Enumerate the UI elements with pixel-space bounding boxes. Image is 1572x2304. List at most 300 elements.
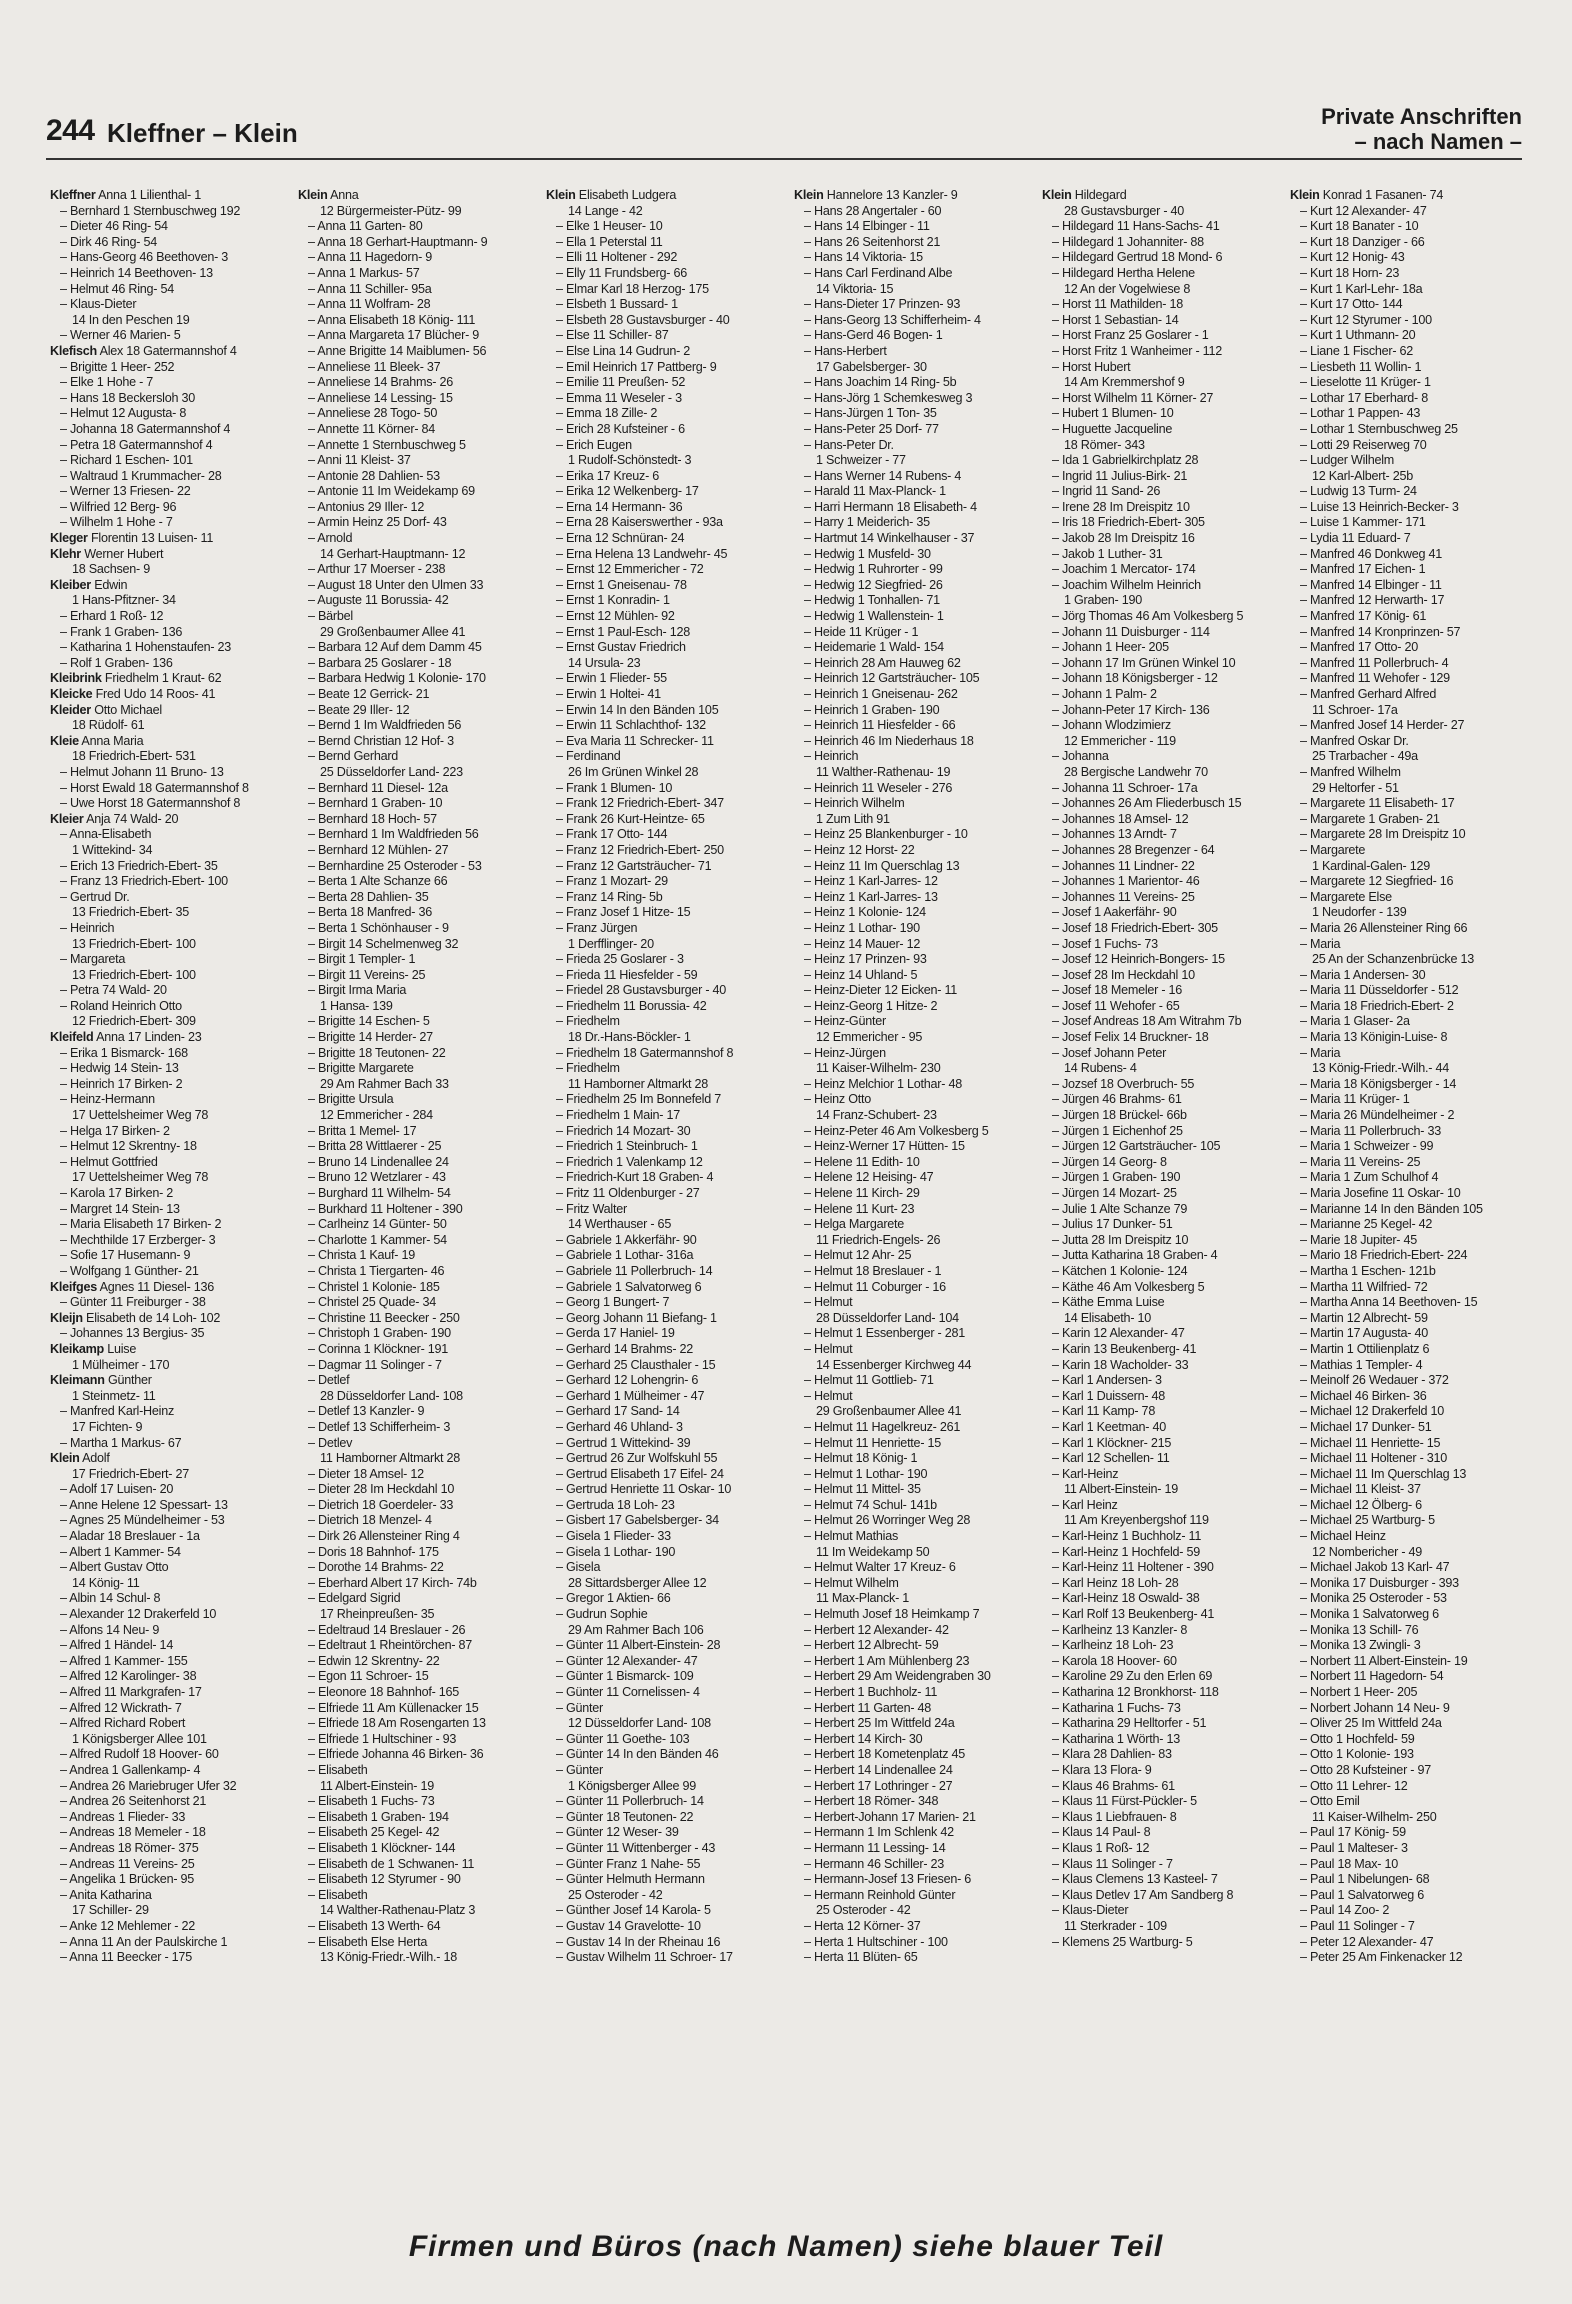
entry-text: – Karl 12 Schellen- 11 bbox=[1052, 1451, 1170, 1466]
listing-entry bbox=[1042, 1903, 1286, 1919]
entry-text: 11 Max-Planck- 1 bbox=[816, 1591, 910, 1606]
entry-text: – Kätchen 1 Kolonie- 124 bbox=[1052, 1263, 1188, 1278]
entry-text: – Ingrid 11 Julius-Birk- 21 bbox=[1052, 468, 1188, 483]
listing-entry bbox=[546, 1903, 790, 1919]
entry-text: – Alexander 12 Drakerfeld 10 bbox=[60, 1607, 217, 1622]
listing-entry bbox=[298, 344, 542, 360]
entry-text: Otto Michael bbox=[94, 702, 162, 717]
listing-entry bbox=[1290, 1046, 1534, 1062]
listing-entry bbox=[1290, 1233, 1534, 1249]
listing-entry bbox=[298, 1872, 542, 1888]
entry-text: – Johannes 11 Vereins- 25 bbox=[1052, 889, 1195, 904]
listing-entry bbox=[1042, 937, 1286, 953]
entry-text: – Andreas 1 Flieder- 33 bbox=[60, 1809, 186, 1824]
surname-keyword: Kleifges bbox=[50, 1279, 97, 1294]
listing-entry bbox=[1042, 515, 1286, 531]
listing-entry bbox=[298, 360, 542, 376]
listing-entry bbox=[546, 328, 790, 344]
listing-entry bbox=[794, 1342, 1038, 1358]
listing-entry bbox=[1290, 313, 1534, 329]
entry-text: – Jakob 28 Im Dreispitz 16 bbox=[1052, 531, 1195, 546]
listing-entry bbox=[1042, 1373, 1286, 1389]
listing-entry bbox=[794, 843, 1038, 859]
listing-entry bbox=[794, 656, 1038, 672]
listing-entry bbox=[1042, 578, 1286, 594]
entry-text: – Jakob 1 Luther- 31 bbox=[1052, 546, 1163, 561]
listing-entry bbox=[546, 422, 790, 438]
entry-text: – Hans-Herbert bbox=[804, 343, 887, 358]
entry-text: – Karl 1 Duissern- 48 bbox=[1052, 1388, 1166, 1403]
entry-text: – Frank 26 Kurt-Heintze- 65 bbox=[556, 811, 705, 826]
entry-text: – Michael 11 Holtener - 310 bbox=[1300, 1451, 1448, 1466]
entry-text: – Uwe Horst 18 Gatermannshof 8 bbox=[60, 796, 241, 811]
listing-entry bbox=[298, 827, 542, 843]
entry-text: – Alfred 1 Kammer- 155 bbox=[60, 1653, 188, 1668]
entry-text: – Helmut 12 Augusta- 8 bbox=[60, 406, 187, 421]
listing-entry bbox=[1290, 1685, 1534, 1701]
listing-entry bbox=[794, 219, 1038, 235]
listing-entry bbox=[50, 1217, 294, 1233]
entry-text: – Gerhard 25 Clausthaler - 15 bbox=[556, 1357, 716, 1372]
listing-entry bbox=[546, 1747, 790, 1763]
listing-entry bbox=[794, 718, 1038, 734]
listing-entry bbox=[1290, 921, 1534, 937]
listing-entry bbox=[1290, 515, 1534, 531]
entry-text: – Heinrich Wilhelm bbox=[804, 796, 905, 811]
entry-text: – Heinz-Werner 17 Hütten- 15 bbox=[804, 1139, 965, 1154]
entry-text: – Franz 1 Mozart- 29 bbox=[556, 874, 668, 889]
entry-text: – Karl-Heinz 18 Oswald- 38 bbox=[1052, 1591, 1200, 1606]
entry-text: – Helmut 1 Lothar- 190 bbox=[804, 1466, 928, 1481]
listing-entry bbox=[1290, 453, 1534, 469]
listing-entry bbox=[50, 718, 294, 734]
entry-text: 18 Sachsen- 9 bbox=[72, 562, 150, 577]
entry-text: – Karlheinz 13 Kanzler- 8 bbox=[1052, 1622, 1188, 1637]
entry-text: – Gustav Wilhelm 11 Schroer- 17 bbox=[556, 1950, 733, 1965]
listing-entry bbox=[546, 453, 790, 469]
entry-text: – Helene 12 Heising- 47 bbox=[804, 1170, 934, 1185]
listing-entry bbox=[50, 1576, 294, 1592]
listing-entry bbox=[298, 1794, 542, 1810]
entry-text: 12 Emmericher - 95 bbox=[816, 1030, 923, 1045]
listing-entry bbox=[50, 266, 294, 282]
listing-entry bbox=[1290, 796, 1534, 812]
listing-entry bbox=[546, 593, 790, 609]
listing-entry bbox=[794, 1779, 1038, 1795]
listing-entry bbox=[298, 874, 542, 890]
entry-text: – Anna Elisabeth 18 König- 111 bbox=[308, 312, 476, 327]
entry-text: – Mario 18 Friedrich-Ebert- 224 bbox=[1300, 1248, 1468, 1263]
listing-entry bbox=[1290, 593, 1534, 609]
entry-text: – Dieter 46 Ring- 54 bbox=[60, 219, 168, 234]
entry-text: – Karl Heinz bbox=[1052, 1497, 1118, 1512]
listing-entry bbox=[1042, 1545, 1286, 1561]
entry-text: – Günter 11 Freiburger - 38 bbox=[60, 1295, 206, 1310]
listing-entry bbox=[298, 1342, 542, 1358]
entry-text: – Alfred 12 Wickrath- 7 bbox=[60, 1700, 182, 1715]
entry-text: – Josef Felix 14 Bruckner- 18 bbox=[1052, 1030, 1209, 1045]
listing-entry bbox=[794, 1248, 1038, 1264]
entry-text: – Manfred 11 Wehofer - 129 bbox=[1300, 671, 1450, 686]
entry-text: – Helmut 12 Skrentny- 18 bbox=[60, 1139, 197, 1154]
entry-text: Hildegard bbox=[1074, 188, 1127, 202]
listing-entry bbox=[1290, 1170, 1534, 1186]
listing-entry bbox=[546, 219, 790, 235]
entry-text: – Heinrich 1 Graben- 190 bbox=[804, 702, 940, 717]
entry-text: – Karola 17 Birken- 2 bbox=[60, 1186, 174, 1200]
entry-text: – Gertrud 26 Zur Wolfskuhl 55 bbox=[556, 1451, 718, 1466]
entry-text: 1 Hans-Pfitzner- 34 bbox=[72, 593, 176, 608]
entry-text: 13 König-Friedr.-Wilh.- 44 bbox=[1312, 1061, 1449, 1076]
entry-text: – Michael 11 Im Querschlag 13 bbox=[1300, 1466, 1467, 1481]
entry-text: – Hans-Jörg 1 Schemkesweg 3 bbox=[804, 390, 973, 405]
entry-text: – Franz Jürgen bbox=[556, 920, 638, 935]
listing-entry bbox=[794, 547, 1038, 563]
listing-entry bbox=[794, 765, 1038, 781]
listing-entry bbox=[794, 1264, 1038, 1280]
listing-entry bbox=[1042, 1591, 1286, 1607]
entry-text: – Huguette Jacqueline bbox=[1052, 421, 1173, 436]
entry-text: – Herbert 25 Im Wittfeld 24a bbox=[804, 1716, 955, 1731]
listing-entry bbox=[50, 1638, 294, 1654]
listing-entry bbox=[298, 1280, 542, 1296]
listing-entry bbox=[298, 1186, 542, 1202]
entry-text: – Klaus 14 Paul- 8 bbox=[1052, 1825, 1151, 1840]
listing-entry bbox=[546, 1950, 790, 1966]
listing-entry bbox=[1042, 812, 1286, 828]
entry-text: – Martin 17 Augusta- 40 bbox=[1300, 1326, 1428, 1341]
listing-entry bbox=[546, 781, 790, 797]
entry-text: – Dieter 18 Amsel- 12 bbox=[308, 1466, 424, 1481]
listing-entry bbox=[546, 999, 790, 1015]
entry-text: – Barbara Hedwig 1 Kolonie- 170 bbox=[308, 671, 486, 686]
listing-entry bbox=[546, 1217, 790, 1233]
entry-text: – Günter bbox=[556, 1762, 604, 1777]
listing-entry bbox=[50, 1747, 294, 1763]
entry-text: Adolf bbox=[82, 1451, 110, 1466]
listing-entry bbox=[1042, 1919, 1286, 1935]
entry-text: 17 Fichten- 9 bbox=[72, 1419, 143, 1434]
entry-text: – Erich 13 Friedrich-Ebert- 35 bbox=[60, 858, 218, 873]
entry-text: – Hans-Gerd 46 Bogen- 1 bbox=[804, 328, 943, 343]
entry-text: – Gertruda 18 Loh- 23 bbox=[556, 1497, 675, 1512]
entry-text: – Elisabeth Else Herta bbox=[308, 1934, 428, 1949]
entry-text: – Edeltraud 14 Breslauer - 26 bbox=[308, 1622, 466, 1637]
entry-text: 12 An der Vogelwiese 8 bbox=[1064, 281, 1191, 296]
listing-entry bbox=[50, 1014, 294, 1030]
entry-text: 1 Kardinal-Galen- 129 bbox=[1312, 858, 1430, 873]
entry-text: – Dietrich 18 Menzel- 4 bbox=[308, 1513, 432, 1528]
entry-text: 17 Friedrich-Ebert- 27 bbox=[72, 1466, 189, 1481]
listing-entry bbox=[1042, 297, 1286, 313]
entry-text: – Johann 18 Königsberger - 12 bbox=[1052, 671, 1218, 686]
entry-text: – Helmut 11 Gottlieb- 71 bbox=[804, 1373, 934, 1388]
entry-text: – Ernst 1 Konradin- 1 bbox=[556, 593, 670, 608]
entry-text: – Egon 11 Schroer- 15 bbox=[308, 1669, 429, 1684]
entry-text: – Käthe Emma Luise bbox=[1052, 1295, 1165, 1310]
listing-entry bbox=[50, 1077, 294, 1093]
entry-text: – Ernst Gustav Friedrich bbox=[556, 640, 686, 655]
entry-text: – Karl Heinz 18 Loh- 28 bbox=[1052, 1575, 1179, 1590]
listing-entry bbox=[298, 266, 542, 282]
listing-entry bbox=[546, 1077, 790, 1093]
entry-text: – Manfred Josef 14 Herder- 27 bbox=[1300, 718, 1465, 733]
entry-text: – Karin 12 Alexander- 47 bbox=[1052, 1326, 1185, 1341]
listing-entry bbox=[1042, 484, 1286, 500]
entry-text: – Julie 1 Alte Schanze 79 bbox=[1052, 1201, 1188, 1216]
entry-text: – Paul 1 Nibelungen- 68 bbox=[1300, 1872, 1430, 1887]
entry-text: – Maria 1 Andersen- 30 bbox=[1300, 967, 1426, 982]
entry-text: – Elisabeth 1 Graben- 194 bbox=[308, 1809, 449, 1824]
listing-entry bbox=[298, 578, 542, 594]
entry-text: Günther bbox=[107, 1373, 152, 1388]
entry-text: – Klaus-Dieter bbox=[1052, 1903, 1129, 1918]
entry-text: – Harry 1 Meiderich- 35 bbox=[804, 515, 930, 530]
listing-entry bbox=[546, 1139, 790, 1155]
listing-entry bbox=[1290, 500, 1534, 516]
entry-text: Konrad 1 Fasanen- 74 bbox=[1322, 188, 1444, 202]
listing-entry bbox=[298, 1202, 542, 1218]
entry-text: – Maria 11 Pollerbruch- 33 bbox=[1300, 1123, 1441, 1138]
listing-entry bbox=[794, 360, 1038, 376]
listing-entry bbox=[1042, 1498, 1286, 1514]
entry-text: – Elisabeth bbox=[308, 1887, 368, 1902]
entry-text: – Kurt 17 Otto- 144 bbox=[1300, 297, 1403, 312]
entry-text: 14 Lange - 42 bbox=[568, 203, 643, 218]
listing-entry bbox=[794, 1280, 1038, 1296]
listing-column-2 bbox=[298, 188, 542, 2203]
surname-keyword: Kleifeld bbox=[50, 1030, 94, 1045]
entry-text: – Frank 12 Friedrich-Ebert- 347 bbox=[556, 796, 724, 811]
listing-entry bbox=[50, 344, 294, 360]
entry-text: – Annette 1 Sternbuschweg 5 bbox=[308, 437, 466, 452]
listing-entry bbox=[1042, 1092, 1286, 1108]
listing-entry bbox=[50, 1701, 294, 1717]
entry-text: – Hans-Dieter 17 Prinzen- 93 bbox=[804, 297, 961, 312]
entry-text: – Hans-Georg 13 Schifferheim- 4 bbox=[804, 312, 981, 327]
entry-text: 28 Gustavsburger - 40 bbox=[1064, 203, 1185, 218]
listing-entry bbox=[1042, 1124, 1286, 1140]
listing-entry bbox=[1042, 1825, 1286, 1841]
entry-text: – Josef 18 Friedrich-Ebert- 305 bbox=[1052, 920, 1218, 935]
entry-text: – Karl-Heinz 1 Hochfeld- 59 bbox=[1052, 1544, 1200, 1559]
entry-text: – Manfred 17 König- 61 bbox=[1300, 609, 1427, 624]
entry-text: – Kurt 1 Uthmann- 20 bbox=[1300, 328, 1416, 343]
listing-entry bbox=[1042, 905, 1286, 921]
entry-text: – Helmut 46 Ring- 54 bbox=[60, 281, 175, 296]
entry-text: – Gabriele 1 Akkerfähr- 90 bbox=[556, 1232, 697, 1247]
listing-entry bbox=[546, 718, 790, 734]
listing-entry bbox=[794, 1014, 1038, 1030]
surname-keyword: Klein bbox=[1042, 188, 1072, 202]
entry-text: – Hans-Jürgen 1 Ton- 35 bbox=[804, 406, 937, 421]
listing-entry bbox=[1290, 1342, 1534, 1358]
listing-entry bbox=[794, 890, 1038, 906]
entry-text: – Gisela 1 Lothar- 190 bbox=[556, 1544, 676, 1559]
entry-text: 1 Steinmetz- 11 bbox=[72, 1388, 156, 1403]
entry-text: – Hedwig 1 Wallenstein- 1 bbox=[804, 609, 944, 624]
listing-entry bbox=[298, 500, 542, 516]
listing-entry bbox=[50, 609, 294, 625]
entry-text: – Katharina 29 Helltorfer - 51 bbox=[1052, 1716, 1207, 1731]
listing-entry bbox=[1042, 1030, 1286, 1046]
entry-text: – Dirk 46 Ring- 54 bbox=[60, 234, 157, 249]
entry-text: – Horst Hubert bbox=[1052, 359, 1131, 374]
listing-entry bbox=[1290, 1888, 1534, 1904]
entry-text: – Anna 11 Schiller- 95a bbox=[308, 281, 432, 296]
entry-text: – Helga 17 Birken- 2 bbox=[60, 1123, 170, 1138]
entry-text: – Lieselotte 11 Krüger- 1 bbox=[1300, 375, 1431, 390]
listing-entry bbox=[546, 687, 790, 703]
listing-entry bbox=[50, 235, 294, 251]
entry-text: – Bernhard 12 Mühlen- 27 bbox=[308, 842, 449, 857]
entry-text: – Britta 1 Memel- 17 bbox=[308, 1123, 417, 1138]
entry-text: – Helmut 18 Breslauer - 1 bbox=[804, 1263, 942, 1278]
entry-text: – Günter Helmuth Hermann bbox=[556, 1872, 705, 1887]
entry-text: – Heinz 25 Blankenburger - 10 bbox=[804, 827, 968, 842]
entry-text: – Eva Maria 11 Schrecker- 11 bbox=[556, 733, 714, 748]
listing-entry bbox=[546, 1108, 790, 1124]
entry-text: – Katharina 1 Fuchs- 73 bbox=[1052, 1700, 1181, 1715]
entry-text: – Kurt 18 Danziger - 66 bbox=[1300, 234, 1425, 249]
entry-text: – Elisabeth de 1 Schwanen- 11 bbox=[308, 1856, 475, 1871]
entry-text: 14 Ursula- 23 bbox=[568, 655, 641, 670]
listing-entry bbox=[1042, 266, 1286, 282]
listing-entry bbox=[1042, 671, 1286, 687]
listing-entry bbox=[50, 1046, 294, 1062]
entry-text: – Hans Carl Ferdinand Albe bbox=[804, 265, 953, 280]
listing-entry bbox=[50, 593, 294, 609]
entry-text: – Erich Eugen bbox=[556, 437, 632, 452]
listing-entry bbox=[546, 578, 790, 594]
listing-entry bbox=[1042, 422, 1286, 438]
entry-text: – Josef Johann Peter bbox=[1052, 1045, 1167, 1060]
listing-entry bbox=[1290, 1420, 1534, 1436]
entry-text: – Manfred 17 Eichen- 1 bbox=[1300, 562, 1426, 577]
entry-text: 17 Uettelsheimer Weg 78 bbox=[72, 1108, 209, 1123]
listing-entry bbox=[794, 1436, 1038, 1452]
listing-entry bbox=[1290, 1326, 1534, 1342]
entry-text: – Berta 1 Schönhauser - 9 bbox=[308, 920, 449, 935]
entry-text: – Werner 46 Marien- 5 bbox=[60, 328, 181, 343]
entry-text: – Michael 46 Birken- 36 bbox=[1300, 1388, 1427, 1403]
listing-entry bbox=[794, 1701, 1038, 1717]
entry-text: – Maria 26 Mündelheimer - 2 bbox=[1300, 1108, 1455, 1123]
listing-entry bbox=[1042, 1248, 1286, 1264]
entry-text: Elisabeth de 14 Loh- 102 bbox=[86, 1310, 221, 1325]
listing-entry bbox=[794, 1591, 1038, 1607]
listing-entry bbox=[1042, 250, 1286, 266]
entry-text: – Günter 11 Pollerbruch- 14 bbox=[556, 1794, 704, 1809]
listing-entry bbox=[1290, 1794, 1534, 1810]
listing-entry bbox=[546, 609, 790, 625]
entry-text: – Johann 11 Duisburger - 114 bbox=[1052, 624, 1210, 639]
entry-text: – Anneliese 14 Lessing- 15 bbox=[308, 390, 453, 405]
listing-entry bbox=[298, 453, 542, 469]
entry-text: 1 Schweizer - 77 bbox=[816, 453, 906, 468]
entry-text: – Heide 11 Krüger - 1 bbox=[804, 624, 919, 639]
entry-text: – Maria 11 Vereins- 25 bbox=[1300, 1154, 1421, 1169]
entry-text: – Paul 1 Salvatorweg 6 bbox=[1300, 1887, 1425, 1902]
listing-entry bbox=[546, 188, 790, 204]
entry-text: Luise bbox=[107, 1341, 137, 1356]
listing-entry bbox=[794, 703, 1038, 719]
listing-entry bbox=[546, 968, 790, 984]
listing-entry bbox=[794, 1139, 1038, 1155]
listing-entry bbox=[546, 1124, 790, 1140]
entry-text: – Karlheinz 18 Loh- 23 bbox=[1052, 1638, 1174, 1653]
entry-text: – Heinz Melchior 1 Lothar- 48 bbox=[804, 1076, 962, 1091]
listing-entry bbox=[1042, 1872, 1286, 1888]
entry-text: 26 Im Grünen Winkel 28 bbox=[568, 764, 699, 779]
listing-entry bbox=[794, 1747, 1038, 1763]
entry-text: – Beate 12 Gerrick- 21 bbox=[308, 687, 430, 701]
section-heading-line-2: – nach Namen – bbox=[1354, 129, 1522, 154]
listing-entry bbox=[50, 313, 294, 329]
listing-entry bbox=[298, 406, 542, 422]
listing-entry bbox=[794, 1217, 1038, 1233]
listing-entry bbox=[50, 250, 294, 266]
entry-text: – Joachim Wilhelm Heinrich bbox=[1052, 577, 1201, 592]
entry-text: – Erna Helena 13 Landwehr- 45 bbox=[556, 546, 728, 561]
entry-text: – Gisela 1 Flieder- 33 bbox=[556, 1529, 671, 1544]
entry-text: – Paul 11 Solinger - 7 bbox=[1300, 1918, 1415, 1933]
listing-entry bbox=[1290, 1560, 1534, 1576]
entry-text: – Heinrich 17 Birken- 2 bbox=[60, 1076, 183, 1091]
entry-text: – Hans 28 Angertaler - 60 bbox=[804, 203, 942, 218]
listing-entry bbox=[298, 1311, 542, 1327]
listing-entry bbox=[1042, 1170, 1286, 1186]
listing-entry bbox=[50, 1170, 294, 1186]
listing-entry bbox=[1042, 1046, 1286, 1062]
listing-entry bbox=[546, 1014, 790, 1030]
entry-text: – Herbert 1 Buchholz- 11 bbox=[804, 1685, 938, 1699]
listing-entry bbox=[1290, 250, 1534, 266]
listing-entry bbox=[1290, 1591, 1534, 1607]
entry-text: – Maria 1 Zum Schulhof 4 bbox=[1300, 1170, 1439, 1185]
listing-entry bbox=[1290, 1373, 1534, 1389]
listing-entry bbox=[1290, 1919, 1534, 1935]
listing-entry bbox=[1042, 1311, 1286, 1327]
listing-entry bbox=[298, 1732, 542, 1748]
entry-text: – Manfred 12 Herwarth- 17 bbox=[1300, 593, 1445, 608]
listing-entry bbox=[1042, 1436, 1286, 1452]
entry-text: – Herbert 18 Kometenplatz 45 bbox=[804, 1747, 966, 1762]
entry-text: – Margareta bbox=[60, 952, 126, 967]
entry-text: – Berta 18 Manfred- 36 bbox=[308, 905, 433, 920]
listing-entry bbox=[298, 1545, 542, 1561]
entry-text: – Katharina 1 Wörth- 13 bbox=[1052, 1731, 1180, 1746]
entry-text: – Bernhard 1 Sternbuschweg 192 bbox=[60, 203, 241, 218]
entry-text: – Frieda 25 Goslarer - 3 bbox=[556, 952, 684, 967]
entry-text: 14 Werthauser - 65 bbox=[568, 1217, 672, 1232]
listing-entry bbox=[50, 1560, 294, 1576]
entry-text: – Johann-Peter 17 Kirch- 136 bbox=[1052, 702, 1210, 717]
entry-text: – Josef 1 Aakerfähr- 90 bbox=[1052, 905, 1177, 920]
listing-entry bbox=[794, 1311, 1038, 1327]
listing-entry bbox=[1042, 1217, 1286, 1233]
entry-text: – Helmut Gottfried bbox=[60, 1154, 158, 1169]
entry-text: – Anna 11 Garten- 80 bbox=[308, 219, 423, 234]
listing-entry bbox=[298, 625, 542, 641]
listing-entry bbox=[546, 625, 790, 641]
entry-text: – Wilfried 12 Berg- 96 bbox=[60, 499, 177, 514]
listing-entry bbox=[50, 921, 294, 937]
listing-entry bbox=[794, 1935, 1038, 1951]
listing-entry bbox=[1042, 1420, 1286, 1436]
entry-text: 12 Karl-Albert- 25b bbox=[1312, 468, 1413, 483]
listing-entry bbox=[794, 1607, 1038, 1623]
